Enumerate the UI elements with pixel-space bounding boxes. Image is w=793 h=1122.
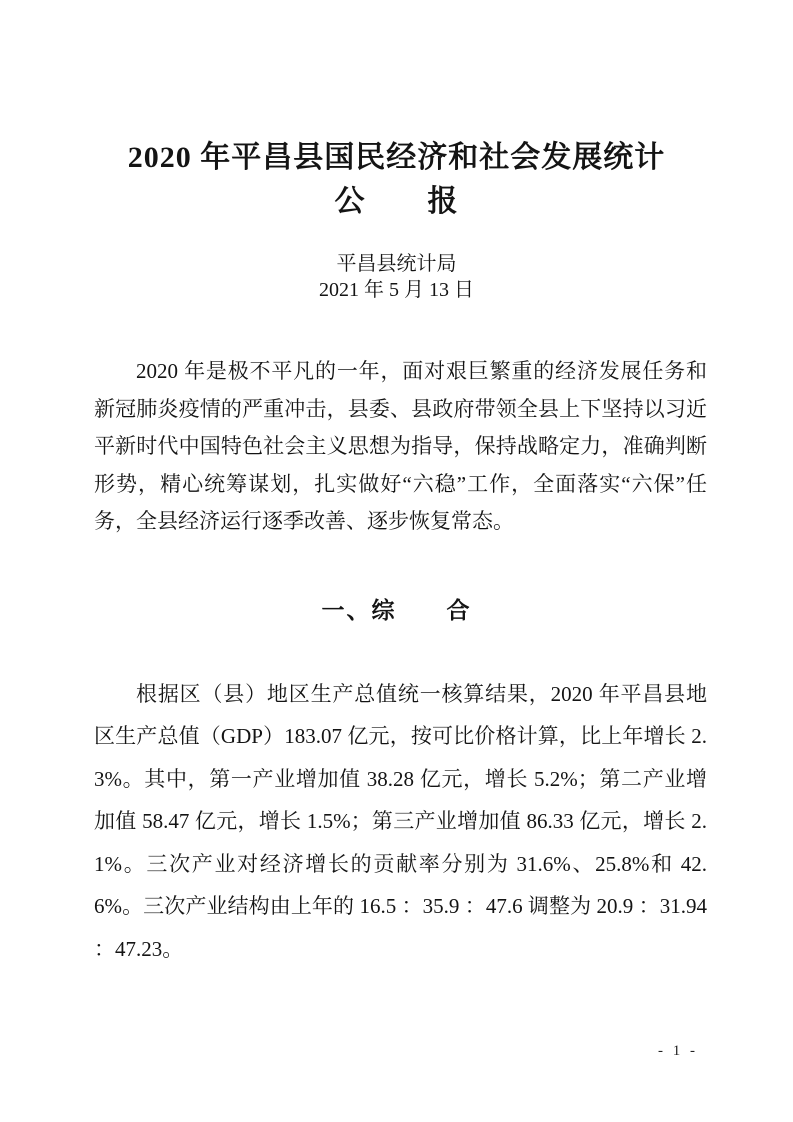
page-number: - 1 - [658,1043,698,1059]
agency-name: 平昌县统计局 [336,253,457,275]
document-title-line1: 2020 年平昌县国民经济和社会发展统计 [127,141,666,174]
document-title [0,0,793,224]
publish-date: 2021 年 5 月 13 日 [319,279,474,301]
intro-paragraph: 2020 年是极不平凡的一年，面对艰巨繁重的经济发展任务和新冠肺炎疫情的严重冲击，县委、县政府带领全县上下坚持以习近平新时代中国特色社会主义思想为指导，保持战略定力，准确判断形势，精心统筹谋划，扎实做好“六稳”工作，全面落实“六保”任务，全县经济运行逐季改善、逐步恢复常态。 [94,359,707,533]
body-paragraph: 根据区（县）地区生产总值统一核算结果，2020 年平昌县地区生产总值（GDP）183.07 亿元，按可比价格计算，比上年增长 2.3%。其中，第一产业增加值 38.28 亿元，增长 5.2%；第二产业增加值 58.47 亿元，增长 1.5%；第三产业增加值 86.33 亿元，增长 2.1%。三次产业对经济增长的贡献率分别为 31.6%、25.8%和 42.6%。三次产业结构由上年的 16.5 ：35.9 ：47.6 调整为 20.9 ：31.94 ：47.23。 [94,681,707,961]
byline [0,251,793,303]
section-heading: 一、综 合 [321,596,472,623]
document-title-line2: 公 报 [334,185,459,218]
